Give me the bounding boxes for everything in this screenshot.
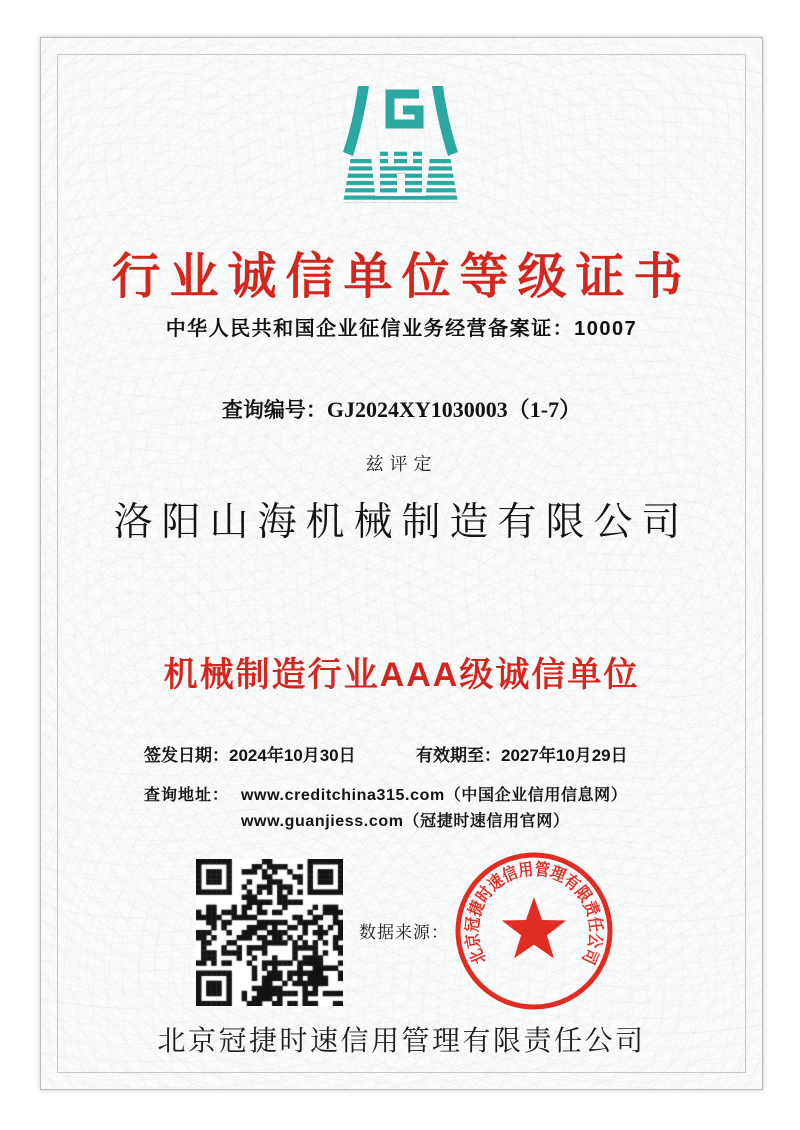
data-source-label: 数据来源： <box>359 923 449 942</box>
query-address-label: 查询地址： <box>144 787 230 804</box>
hereby-assessed-label: 兹评定 <box>365 454 438 474</box>
valid-until <box>416 741 628 766</box>
certificate-title: 行业诚信单位等级证书 <box>111 250 692 304</box>
seal-star-icon <box>502 897 567 959</box>
rating-line: 机械制造行业AAA级诚信单位 <box>163 656 640 694</box>
certificate-paper <box>40 37 763 1090</box>
valid-until-value: 2027年10月29日 <box>501 746 628 765</box>
qr-code <box>196 859 343 1006</box>
query-address-line1 <box>144 783 627 809</box>
query-address-line2 <box>144 809 627 835</box>
query-number-line <box>41 393 762 424</box>
query-number-label: 查询编号： <box>221 399 327 422</box>
guanjie-logo-icon <box>343 86 458 203</box>
seal-text: 北京冠捷时速信用管理有限责任公司 <box>462 859 606 969</box>
issue-date <box>144 741 356 766</box>
issue-date-value: 2024年10月30日 <box>229 746 356 765</box>
query-number-value: GJ2024XY1030003（1-7） <box>326 397 582 422</box>
query-address-url2: www.guanjiess.com（冠捷时速信用官网） <box>241 813 570 830</box>
issue-date-label: 签发日期： <box>144 746 229 765</box>
query-address-block <box>144 783 627 835</box>
valid-until-label: 有效期至： <box>416 746 501 765</box>
issuer-company-name: 北京冠捷时速信用管理有限责任公司 <box>157 1025 646 1056</box>
query-address-url1: www.creditchina315.com（中国企业信用信息网） <box>241 787 628 804</box>
company-name: 洛阳山海机械制造有限公司 <box>113 501 690 544</box>
record-registration-line: 中华人民共和国企业征信业务经营备案证：10007 <box>165 318 638 340</box>
company-seal-stamp <box>452 847 617 1015</box>
